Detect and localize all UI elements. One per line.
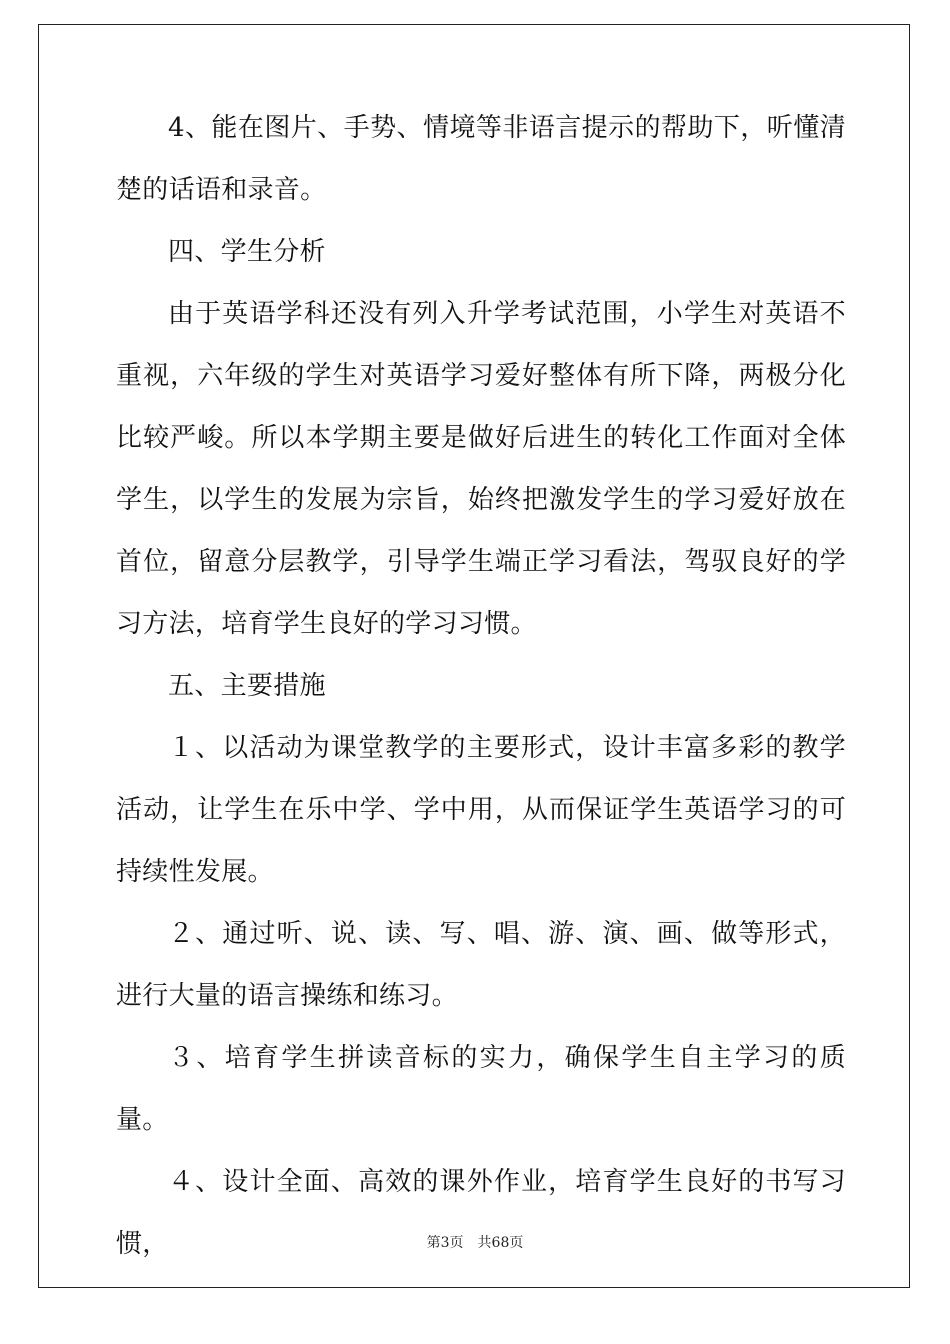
- section-heading-main-measures: 五、主要措施: [168, 671, 326, 701]
- document-body: [116, 97, 846, 1275]
- paragraph-measure-3: ３、培育学生拼读音标的实力，确保学生自主学习的质量。: [116, 1043, 846, 1135]
- paragraph-measure-1: １、以活动为课堂教学的主要形式，设计丰富多彩的教学活动，让学生在乐中学、学中用，从而保证学生英语学习的可持续性发展。: [116, 733, 846, 887]
- page-number-current: 第3页: [426, 1235, 464, 1251]
- paragraph-listen-item-4: 4、能在图片、手势、情境等非语言提示的帮助下，听懂清楚的话语和录音。: [116, 113, 846, 205]
- paragraph-student-analysis: 由于英语学科还没有列入升学考试范围，小学生对英语不重视，六年级的学生对英语学习爱好整体有所下降，两极分化比较严峻。所以本学期主要是做好后进生的转化工作面对全体学生，以学生的发展为宗旨，始终把激发学生的学习爱好放在首位，留意分层教学，引导学生端正学习看法，驾驭良好的学习方法，培育学生良好的学习习惯。: [116, 299, 846, 639]
- paragraph-measure-2: ２、通过听、说、读、写、唱、游、演、画、做等形式，进行大量的语言操练和练习。: [116, 919, 846, 1011]
- page-number-total: 共68页: [477, 1235, 524, 1251]
- section-heading-student-analysis: 四、学生分析: [168, 237, 326, 267]
- page-footer: [0, 1232, 950, 1252]
- paragraph-measure-4: ４、设计全面、高效的课外作业，培育学生良好的书写习惯，: [116, 1167, 846, 1259]
